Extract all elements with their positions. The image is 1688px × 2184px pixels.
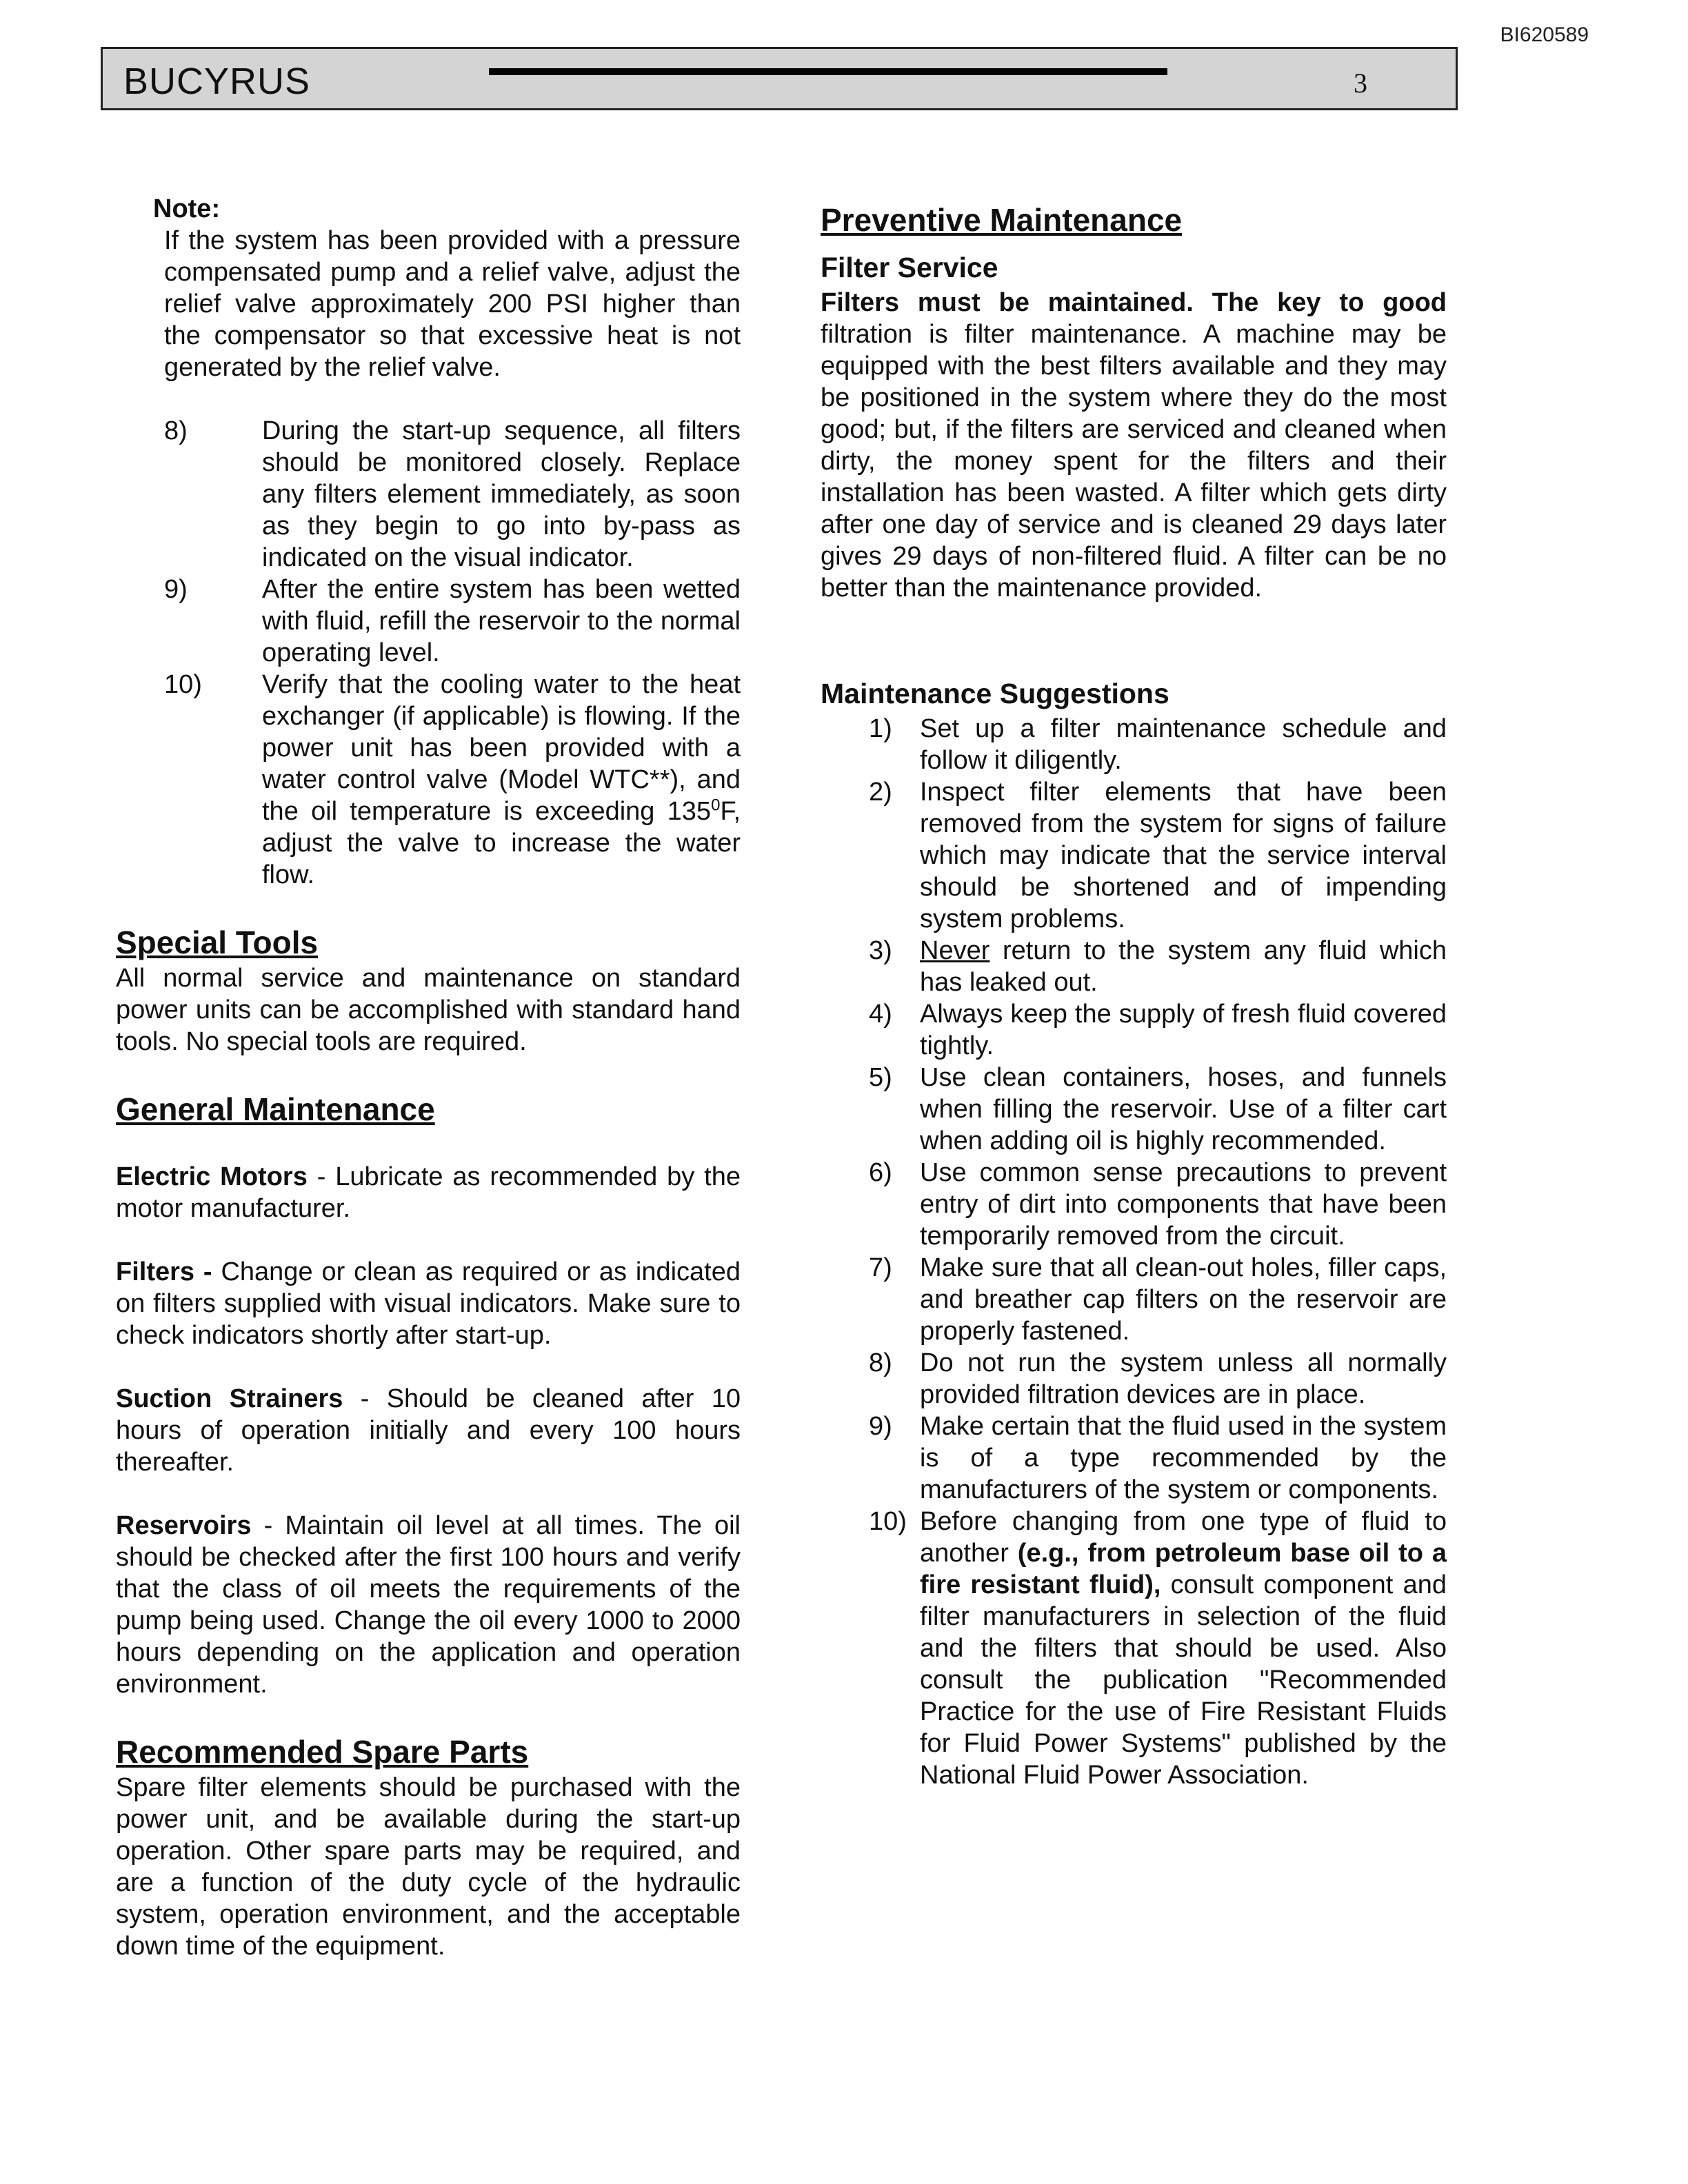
- filter-service-text: filtration is filter maintenance. A machine may be equipped with the best filters available and they may be positioned in the system where they do the most good; but, if the filters are serviced and cleaned when dirty, the money spent for the filters and their installation has been wasted. A filter which gets dirty after one day of service and is cleaned 29 days later gives 29 days of non-filtered fluid. A filter can be no better than the maintenance provided.: [821, 320, 1447, 603]
- right-column: [821, 193, 1447, 1791]
- item-number: 8): [164, 416, 188, 445]
- item-number: 5): [869, 1063, 892, 1092]
- list-item: [821, 1157, 1447, 1252]
- list-item: [164, 669, 741, 891]
- list-item: [821, 713, 1447, 776]
- maintenance-suggestions-list: [821, 713, 1447, 1791]
- left-column: [116, 193, 741, 1962]
- spare-parts-heading: Recommended Spare Parts: [116, 1734, 529, 1770]
- item-label: Filters -: [116, 1257, 212, 1286]
- filter-service-intro: Filters must be maintained. The key to good: [821, 288, 1447, 317]
- item-text: - Lubricate as recommended by the motor manufacturer.: [116, 1162, 741, 1223]
- item-text: - Maintain oil level at all times. The oil should be checked after the first 100 hours and verify that the class of oil meets the requirements of the pump being used. Change the oil every 1000 to 2000 hours depending on the application and operation environment.: [116, 1511, 741, 1699]
- item-text: Do not run the system unless all normally provided filtration devices are in place.: [920, 1348, 1447, 1409]
- note-title: Note:: [153, 194, 221, 223]
- item-text: Use common sense precautions to prevent entry of dirt into components that have been temporarily removed from the circuit.: [920, 1158, 1447, 1251]
- item-text: Verify that the cooling water to the heat exchanger (if applicable) is flowing. If the power unit has been provided with a water control valve (Model WTC**), and the oil temperature is exceeding 135: [262, 670, 741, 826]
- item-text: Always keep the supply of fresh fluid covered tightly.: [920, 1000, 1447, 1060]
- maintenance-item-electric-motors: [116, 1161, 741, 1224]
- list-item: [821, 1252, 1447, 1347]
- item-number: 9): [869, 1412, 892, 1441]
- document-id: BI620589: [1500, 23, 1589, 46]
- item-text: Make sure that all clean-out holes, filler caps, and breather cap filters on the reservoir are properly fastened.: [920, 1253, 1447, 1346]
- brand-name: BUCYRUS: [123, 61, 311, 102]
- item-emphasis: Never: [920, 936, 990, 965]
- item-number: 4): [869, 1000, 892, 1029]
- item-text: During the start-up sequence, all filters should be monitored closely. Replace any filters element immediately, as soon as they begin to go into by-pass as indicated on the visual indicator.: [262, 416, 741, 572]
- maintenance-item-suction-strainers: [116, 1383, 741, 1478]
- item-number: 10): [164, 670, 202, 699]
- maintenance-suggestions-heading: Maintenance Suggestions: [821, 678, 1169, 709]
- preventive-maintenance-heading: Preventive Maintenance: [821, 202, 1183, 238]
- maintenance-item-reservoirs: [116, 1510, 741, 1700]
- item-text: consult component and filter manufacturers in selection of the fluid and the filters that should be used. Also consult the publication "Recommended Practice for the use of Fire Resistant Fluids for Fluid Power Systems" published by the National Fluid Power Association.: [920, 1570, 1447, 1790]
- item-text: return to the system any fluid which has leaked out.: [920, 936, 1447, 997]
- special-tools-body: All normal service and maintenance on standard power units can be accomplished with standard hand tools. No special tools are required.: [116, 964, 741, 1056]
- spare-parts-body: Spare filter elements should be purchased with the power unit, and be available during the start-up operation. Other spare parts may be required, and are a function of the duty cycle of the hydraulic system, operation environment, and the acceptable down time of the equipment.: [116, 1773, 741, 1961]
- list-item: [821, 1062, 1447, 1157]
- item-number: 3): [869, 936, 892, 965]
- page-header: [101, 47, 1458, 110]
- item-label: Reservoirs: [116, 1511, 252, 1540]
- item-text: Set up a filter maintenance schedule and follow it diligently.: [920, 714, 1447, 775]
- list-item: [821, 776, 1447, 935]
- list-item: [821, 935, 1447, 998]
- item-text: Change or clean as required or as indicated on filters supplied with visual indicators. Make sure to check indicators shortly after start-up.: [116, 1257, 741, 1350]
- list-item: [164, 415, 741, 574]
- list-item: [821, 998, 1447, 1062]
- item-emphasis: (e.g., from petroleum base oil to a fire resistant fluid),: [920, 1539, 1447, 1599]
- special-tools-heading: Special Tools: [116, 924, 319, 960]
- item-text: Before changing from one type of fluid to another: [920, 1507, 1447, 1568]
- list-item: [821, 1347, 1447, 1410]
- item-text: - Should be cleaned after 10 hours of operation initially and every 100 hours thereafter.: [116, 1384, 741, 1477]
- item-number: 1): [869, 714, 892, 743]
- startup-steps: [116, 415, 741, 891]
- list-item: [821, 1410, 1447, 1506]
- header-rule: [489, 68, 1167, 75]
- item-number: 2): [869, 778, 892, 807]
- item-text: Use clean containers, hoses, and funnels when filling the reservoir. Use of a filter cart when adding oil is highly recommended.: [920, 1063, 1447, 1155]
- item-text: After the entire system has been wetted with fluid, refill the reservoir to the normal operating level.: [262, 575, 741, 667]
- item-number: 9): [164, 575, 188, 604]
- item-label: Suction Strainers: [116, 1384, 343, 1413]
- item-number: 10): [869, 1507, 907, 1536]
- item-text: Make certain that the fluid used in the system is of a type recommended by the manufacturers of the system or components.: [920, 1412, 1447, 1504]
- item-text: Inspect filter elements that have been removed from the system for signs of failure which may indicate that the service interval should be shortened and of impending system problems.: [920, 778, 1447, 933]
- note-body: If the system has been provided with a pressure compensated pump and a relief valve, adjust the relief valve approximately 200 PSI higher than the compensator so that excessive heat is not generated by the relief valve.: [164, 226, 741, 382]
- degree-superscript: 0: [711, 796, 721, 815]
- list-item: [821, 1506, 1447, 1791]
- list-item: [164, 574, 741, 669]
- item-number: 6): [869, 1158, 892, 1187]
- item-number: 8): [869, 1348, 892, 1377]
- page-number: 3: [1354, 68, 1367, 99]
- filter-service-heading: Filter Service: [821, 252, 998, 283]
- item-label: Electric Motors: [116, 1162, 308, 1191]
- item-text: F, adjust the valve to increase the water flow.: [262, 797, 741, 889]
- filter-service-body: [821, 287, 1447, 604]
- item-number: 7): [869, 1253, 892, 1282]
- maintenance-item-filters: [116, 1256, 741, 1351]
- general-maintenance-heading: General Maintenance: [116, 1091, 435, 1127]
